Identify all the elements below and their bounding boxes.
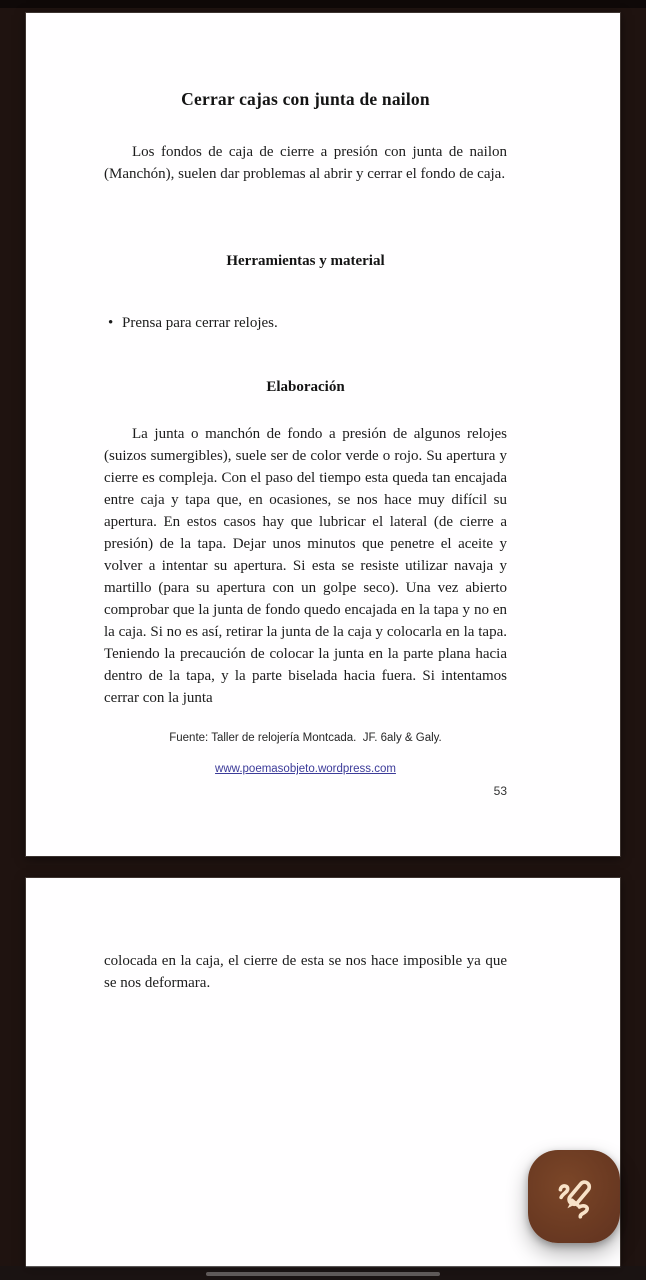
heading-elaboration: Elaboración: [266, 379, 345, 395]
page-number: 53: [493, 784, 507, 798]
source-credit: Fuente: Taller de relojería Montcada. JF. 6aly & Galy.: [169, 732, 442, 744]
gesture-nav-bar: [0, 1266, 646, 1280]
annotate-fab-button[interactable]: [528, 1150, 620, 1243]
paragraph-continuation: colocada en la caja, el cierre de esta se nos hace imposible ya que se nos deformara.: [104, 953, 507, 991]
heading-tools: Herramientas y material: [226, 253, 385, 269]
document-title: Cerrar cajas con junta de nailon: [181, 89, 430, 109]
bullet-item: [104, 313, 507, 333]
gesture-handle[interactable]: [206, 1272, 440, 1277]
bullet-text: Prensa para cerrar relojes.: [122, 315, 278, 331]
status-bar-strip: [0, 0, 646, 8]
document-page-1: [26, 13, 620, 856]
paragraph-main: La junta o manchón de fondo a presión de algunos relojes (suizos sumergibles), suele ser de color verde o rojo. Su apertura y cierre es compleja. Con el paso del tiempo esta queda tan encajada entre caja y tapa que, en ocasiones, se nos hace muy difícil su apertura. En estos casos hay que lubricar el lateral (de cierre a presión) de la tapa. Dejar unos minutos que penetre el aceite y volver a intentar su apertura. Si esta se resiste utilizar navaja y martillo (para su apertura con un golpe seco). Una vez abierto comprobar que la junta de fondo quedo encajada en la tapa y no en la caja. Si no es así, retirar la junta de la caja y colocarla en la tapa. Teniendo la precaución de colocar la junta en la parte plana hacia dentro de la tapa, y la parte biselada hacia fuera. Si intentamos cerrar con la junta: [104, 426, 507, 706]
bullet-icon: •: [108, 315, 114, 331]
website-link[interactable]: www.poemasobjeto.wordpress.com: [215, 763, 396, 775]
stylus-note-icon: [551, 1174, 597, 1220]
paragraph-intro: Los fondos de caja de cierre a presión con junta de nailon (Manchón), suelen dar problemas al abrir y cerrar el fondo de caja.: [104, 144, 507, 182]
